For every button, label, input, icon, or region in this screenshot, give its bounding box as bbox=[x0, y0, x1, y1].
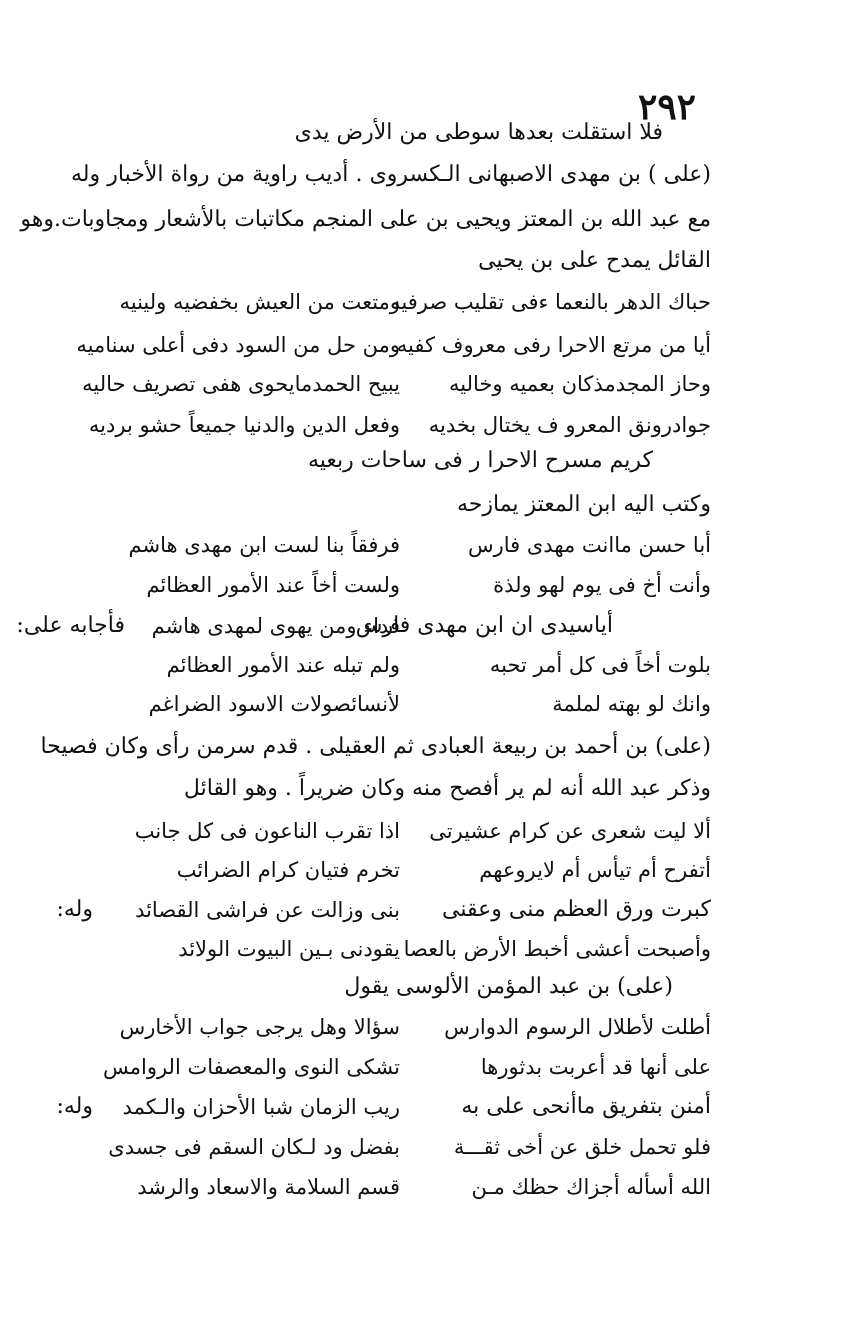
verse-first-hemistich: أتفرح أم تيأس أم لايروعهم bbox=[479, 858, 711, 882]
verse-second-hemistich: بفضل ود لـكان السقم فى جسدى bbox=[108, 1135, 400, 1159]
verse-second-hemistich: ريب الزمان شبا الأحزان والـكمد bbox=[122, 1095, 400, 1119]
verse-second-hemistich: لأنسائصولات الاسود الضراغم bbox=[148, 692, 400, 716]
verse-first-hemistich: أبا حسن ماانت مهدى فارس bbox=[467, 533, 711, 557]
verse-second-hemistich: قسم السلامة والاسعاد والرشد bbox=[137, 1175, 400, 1199]
verse-first-hemistich: فلو تحمل خلق عن أخى ثقـــة bbox=[453, 1135, 711, 1159]
entry-heading: (على) بن عبد المؤمن الألوسى يقول bbox=[344, 974, 673, 999]
verse-first-hemistich: وحاز المجدمذكان بعميه وخاليه bbox=[449, 372, 711, 396]
verse-second-hemistich: ولست أخاً عند الأمور العظائم bbox=[146, 573, 400, 597]
verse-second-hemistich: تشكى النوى والمعصفات الروامس bbox=[102, 1055, 400, 1079]
verse-first-hemistich: أياسيدى ان ابن مهدى فارس bbox=[355, 613, 613, 638]
lahu-label: وله: bbox=[56, 897, 93, 922]
verse-first-hemistich: الله أسأله أجزاك حظك مـن bbox=[471, 1175, 711, 1199]
verse-first-hemistich: أمنن بتفريق ماأنحى على به bbox=[461, 1094, 711, 1119]
entry-heading: (على ) بن مهدى الاصبهانى الـكسروى . أديب راوية من رواة الأخبار وله bbox=[71, 162, 711, 187]
verse-second-hemistich: تخرم فتيان كرام الضرائب bbox=[176, 858, 400, 882]
verse-line: فلا استقلت بعدها سوطى من الأرض يدى bbox=[294, 120, 663, 145]
verse-first-hemistich: وأصبحت أعشى أخبط الأرض بالعصا bbox=[403, 937, 711, 961]
verse-first-hemistich: أطلت لأطلال الرسوم الدوارس bbox=[444, 1015, 711, 1039]
verse-second-hemistich: يقودنى بـين البيوت الولائد bbox=[178, 937, 400, 961]
lahu-label: وله: bbox=[56, 1094, 93, 1119]
verse-second-hemistich: اذا تقرب الناعون فى كل جانب bbox=[134, 819, 400, 843]
verse-second-hemistich: بنى وزالت عن فراشى القصائد bbox=[135, 898, 400, 922]
verse-first-hemistich: ألا ليت شعرى عن كرام عشيرتى bbox=[429, 819, 711, 843]
verse-second-hemistich: سؤالا وهل يرجى جواب الأخارس bbox=[119, 1015, 400, 1039]
reply-label: فأجابه على: bbox=[16, 613, 125, 638]
verse-first-hemistich: وانك لو بهته لملمة bbox=[552, 692, 711, 716]
verse-second-hemistich: يبيح الحمدمايحوى هفى تصريف حاليه bbox=[82, 372, 400, 396]
verse-second-hemistich: ومن حل من السود دفى أعلى سناميه bbox=[76, 333, 400, 357]
verse-first-hemistich: بلوت أخاً فى كل أمر تحبه bbox=[489, 653, 711, 677]
verse-first-hemistich: على أنها قد أعربت بدثورها bbox=[480, 1055, 711, 1079]
page-number: ٢٩٢ bbox=[637, 86, 696, 128]
body-text: وكتب اليه ابن المعتز يمازحه bbox=[456, 492, 711, 517]
verse-first-hemistich: حباك الدهر بالنعما ءفى تقليب صرفيه bbox=[390, 290, 711, 314]
verse-second-hemistich: وفعل الدين والدنيا جميعاً حشو برديه bbox=[88, 413, 400, 437]
body-text: القائل يمدح على بن يحيى bbox=[478, 248, 711, 273]
body-text: وذكر عبد الله أنه لم ير أفصح منه وكان ضريراً . وهو القائل bbox=[183, 776, 711, 801]
verse-line: كريم مسرح الاحرا ر فى ساحات ربعيه bbox=[307, 448, 653, 473]
verse-first-hemistich: كبرت ورق العظم منى وعقنى bbox=[442, 897, 711, 922]
body-text: مع عبد الله بن المعتز ويحيى بن على المنجم مكاتبات بالأشعار ومجاوبات.وهو bbox=[20, 207, 711, 232]
verse-second-hemistich: فرفقاً بنا لست ابن مهدى هاشم bbox=[128, 533, 400, 557]
verse-second-hemistich: ولم تبله عند الأمور العظائم bbox=[166, 653, 400, 677]
verse-first-hemistich: وأنت أخ فى يوم لهو ولذة bbox=[493, 573, 711, 597]
verse-second-hemistich: ومتعت من العيش بخفضيه ولينيه bbox=[119, 290, 400, 314]
verse-first-hemistich: جوادرونق المعرو ف يختال بخديه bbox=[428, 413, 711, 437]
verse-second-hemistich: فداء ومن يهوى لمهدى هاشم bbox=[151, 614, 400, 638]
entry-heading: (على) بن أحمد بن ربيعة العبادى ثم العقيلى . قدم سرمن رأى وكان فصيحا bbox=[40, 734, 711, 759]
verse-first-hemistich: أيا من مرتع الاحرا رفى معروف كفيه bbox=[396, 333, 711, 357]
